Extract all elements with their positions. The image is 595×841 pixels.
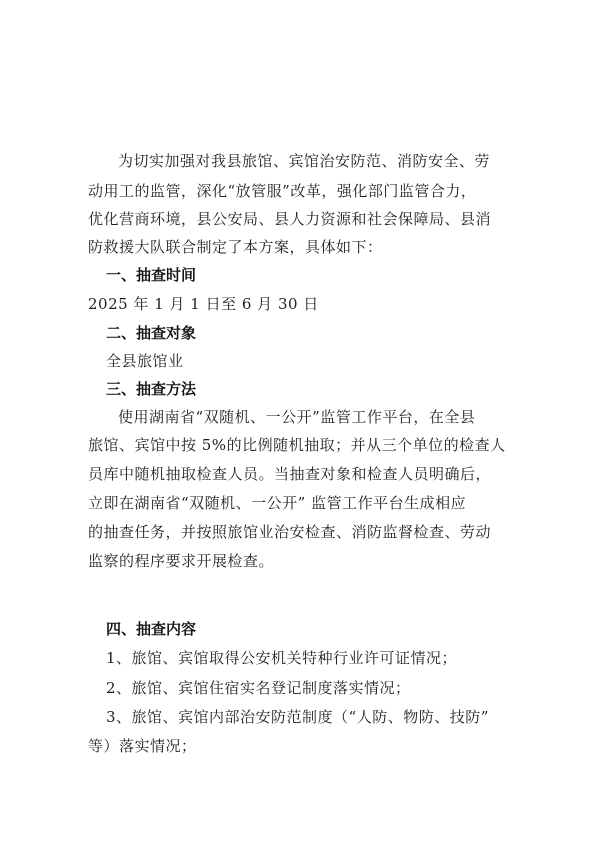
section-1-heading: 一、抽查时间 xyxy=(106,266,197,284)
section-3-line-4: 立即在湖南省“双随机、一公开” 监管工作平台生成相应 xyxy=(88,494,467,512)
section-4-item-2: 2、旅馆、宾馆住宿实名登记制度落实情况； xyxy=(106,679,411,697)
section-3-line-3: 员库中随机抽取检查人员。当抽查对象和检查人员明确后， xyxy=(88,465,492,483)
intro-line-2: 动用工的监管，深化“放管服”改革，强化部门监管合力， xyxy=(88,182,477,200)
intro-line-4: 防救援大队联合制定了本方案，具体如下： xyxy=(88,238,383,256)
section-4-item-1: 1、旅馆、宾馆取得公安机关特种行业许可证情况； xyxy=(106,649,458,667)
section-2-body: 全县旅馆业 xyxy=(106,352,184,370)
section-3-line-6: 监察的程序要求开展检查。 xyxy=(88,552,275,570)
section-4-item-3: 3、旅馆、宾馆内部治安防范制度（“人防、物防、技防” xyxy=(106,708,489,726)
section-2-heading: 二、抽查对象 xyxy=(106,324,197,342)
section-1-body: 2025 年 1 月 1 日至 6 月 30 日 xyxy=(88,295,319,313)
section-3-line-5: 的抽查任务，并按照旅馆业治安检查、消防监督检查、劳动 xyxy=(88,523,492,541)
intro-line-1: 为切实加强对我县旅馆、宾馆治安防范、消防安全、劳 xyxy=(118,152,491,170)
intro-line-3: 优化营商环境，县公安局、县人力资源和社会保障局、县消 xyxy=(88,210,492,228)
section-4-heading: 四、抽查内容 xyxy=(106,620,197,638)
section-3-line-1: 使用湖南省“双随机、一公开”监管工作平台，在全县 xyxy=(118,408,476,426)
section-4-item-3-continued: 等）落实情况； xyxy=(88,737,197,755)
section-3-heading: 三、抽查方法 xyxy=(106,380,197,398)
section-3-line-2: 旅馆、宾馆中按 5%的比例随机抽取；并从三个单位的检查人 xyxy=(88,436,506,454)
